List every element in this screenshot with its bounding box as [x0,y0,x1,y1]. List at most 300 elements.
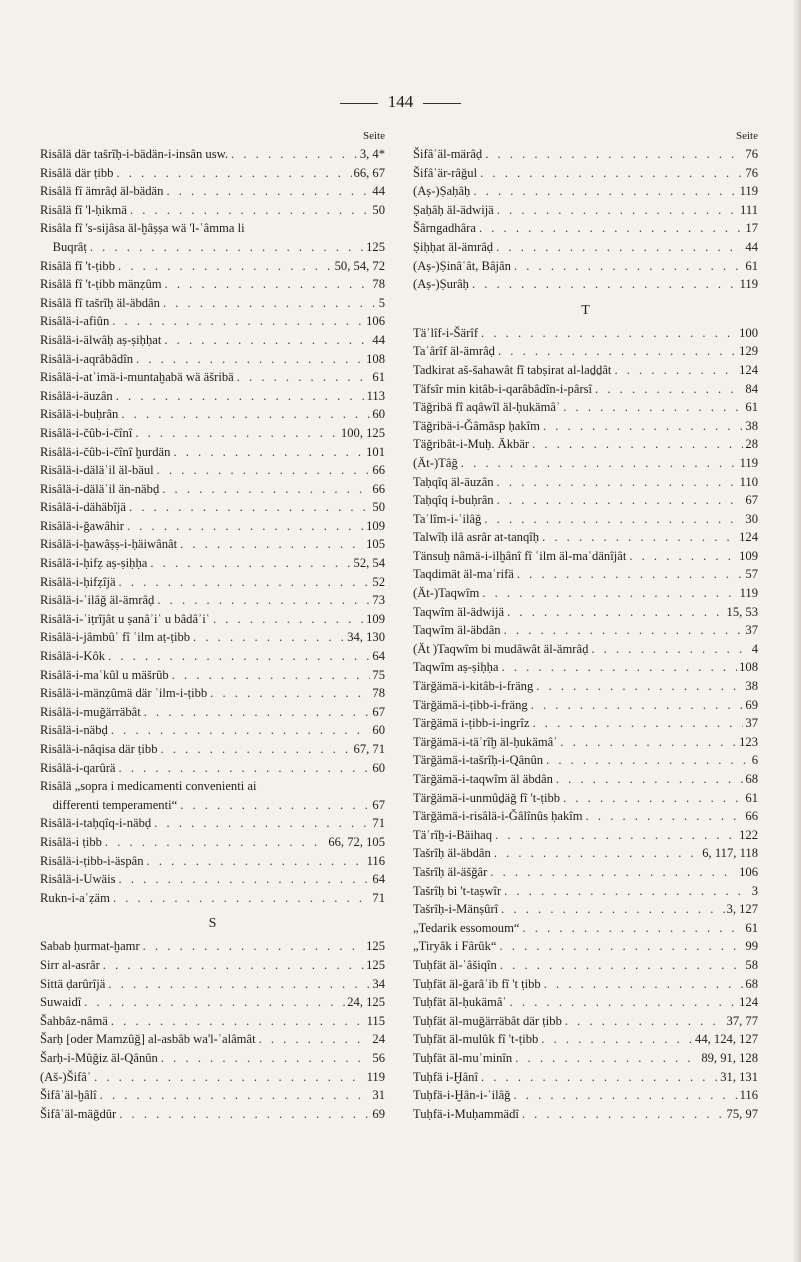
index-entry [413,324,758,343]
index-entry [40,405,385,424]
leader-dots [81,993,345,1012]
index-entry [40,870,385,889]
entry-title: Taqwîm äl-äbdân [413,623,501,638]
index-entry [40,975,385,994]
leader-dots [494,473,738,492]
entry-title: Risâlä-i-dähäbîjä [40,500,127,515]
entry-pages: 3, 4* [359,147,385,161]
leader-dots [169,666,371,685]
entry-pages: 67, 71 [353,742,385,756]
leader-dots [160,294,377,313]
entry-pages: 61 [745,790,758,805]
index-entry [413,826,758,845]
dash-right [423,103,461,104]
index-entry [413,1049,758,1068]
index-entry [40,889,385,908]
entry-title: Tašrîḥ-i-Mänṣûrî [413,902,499,917]
leader-dots [469,275,738,294]
entry-pages: 61 [745,258,758,273]
leader-dots [494,201,738,220]
entry-pages: 60 [372,760,385,775]
leader-dots [154,591,370,610]
leader-dots [553,770,744,789]
entry-title: Risâlä-i-nâqisa där ṭibb [40,742,158,756]
entry-title: Ṣaḥâḥ äl-ädwijä [413,202,494,217]
entry-pages: 64 [372,649,385,664]
entry-pages: 44 [372,332,385,347]
entry-pages: 61 [372,370,385,385]
index-entry [40,387,385,406]
index-entry [40,331,385,350]
leader-dots [151,814,370,833]
index-entry [413,714,758,733]
entry-title: Šarḥ [oder Mamzûǧ] al-asbâb wa'l-ʿalâmât [40,1032,256,1047]
index-entry [413,677,758,696]
entry-pages: 119 [739,455,758,470]
entry-pages: 116 [739,1088,758,1103]
entry-pages: 124 [739,530,758,545]
entry-pages: 125 [366,957,385,972]
entry-title: „Tedarik essomoum“ [413,920,520,935]
left-index-entries [40,145,385,1123]
entry-pages: 28 [745,437,758,452]
leader-dots [539,528,737,547]
right-column-header: Seite [736,130,758,142]
entry-title: Risâlä-i-ʿilâǧ äl-ämrâḍ [40,593,155,608]
leader-dots [538,1030,693,1049]
entry-pages: 37 [745,623,758,638]
entry-title: Risâlä-i-älwâḥ aṣ-ṣiḥḥat [40,332,162,347]
entry-pages: 60 [372,407,385,422]
index-entry [40,238,385,257]
entry-pages: 75 [372,667,385,682]
index-entry [40,257,385,276]
leader-dots [494,491,744,510]
entry-pages: 99 [745,939,758,954]
entry-title: differenti temperamenti“ [40,797,178,812]
index-entry [40,480,385,499]
entry-title: Tärǧämä-i-taqwîm äl äbdân [413,772,553,786]
entry-title: Risâlä-i-ǧawâhir [40,518,124,533]
entry-pages: 31, 131 [720,1069,758,1084]
index-entry [40,424,385,443]
entry-pages: 24 [372,1032,385,1047]
entry-title: Suwaidî [40,995,82,1010]
entry-title: Ṣiḥḥat äl-ämrâḍ [413,239,494,254]
index-entry [413,275,758,294]
leader-dots [228,145,358,164]
leader-dots [116,1105,370,1124]
index-entry [40,610,385,629]
entry-pages: 113 [366,388,385,403]
index-entry [40,1030,385,1049]
index-entry [40,535,385,554]
leader-dots [105,647,370,666]
entry-pages: 50, 54, 72 [334,258,385,273]
leader-dots [501,621,744,640]
entry-pages: 73 [372,593,385,608]
leader-dots [478,324,737,343]
entry-title: Risâlä-i-atʿimä-i-muntaḫabä wä äšribä [40,370,234,385]
index-entry [40,937,385,956]
index-entry [413,789,758,808]
leader-dots [113,164,351,183]
index-entry [413,658,758,677]
index-entry [40,350,385,369]
entry-title: Risâlä-i-taḥqîq-i-näbḍ [40,816,152,831]
leader-dots [116,870,371,889]
entry-title: Risâlä-i-aqrâbâdîn [40,351,134,366]
entry-title: „Tiryâk i Fârûk“ [413,939,497,954]
index-entry [40,1049,385,1068]
leader-dots [144,852,365,871]
entry-title: Tašrîḥ äl-äbdân [413,846,491,861]
entry-title: Risâlä-i-čûb-i-čînî [40,425,133,440]
right-index-entries [413,145,758,1123]
leader-dots [91,1068,365,1087]
entry-pages: 44 [372,184,385,199]
leader-dots [190,628,345,647]
index-entry [413,361,758,380]
index-entry [413,770,758,789]
entry-pages: 58 [745,957,758,972]
index-entry [40,275,385,294]
entry-title: Risâlä där ṭibb [40,165,114,180]
entry-pages: 109 [366,518,385,533]
entry-pages: 101 [366,444,385,459]
entry-title: Šifâʾäl-ḫâlî [40,1088,97,1103]
entry-title: Täǧribä-i-Ǧâmâsp ḥakîm [413,418,540,433]
entry-pages: 76 [745,165,758,180]
index-entry [413,380,758,399]
entry-pages: 111 [740,202,758,217]
index-entry [413,937,758,956]
leader-dots [177,535,364,554]
entry-title: Tašrîḥ bi 't-taṣwîr [413,883,502,898]
index-entry [40,443,385,462]
index-entry [40,1068,385,1087]
leader-dots [127,201,370,220]
entry-pages: 68 [745,772,758,786]
entry-title: Täʾrîḫ-i-Bäihaq [413,827,493,842]
entry-title: Tärǧämä i-ṭibb-i-ingrîz [413,716,530,731]
entry-pages: 6, 117, 118 [702,846,758,861]
right-column [413,127,758,1123]
index-entry [40,164,385,183]
index-entry [413,584,758,603]
entry-pages: 100, 125 [340,425,385,440]
index-entry [413,510,758,529]
leader-dots [583,807,744,826]
leader-dots [510,1086,737,1105]
leader-dots [519,1105,725,1124]
entry-title: Risâla fî 's-sijâsa äl-ḫâṣṣa wä 'l-ʿâmma li [40,221,245,236]
entry-title: Täǧribä fî aqâwîl äl-ḥukämâʾ [413,400,561,415]
entry-title: Tärǧämä-i-ṭibb-i-fräng [413,697,528,712]
entry-pages: 69 [745,697,758,712]
entry-pages: 116 [366,853,385,868]
entry-title: Risâlä-i-däläʾil äl-bäul [40,463,154,478]
entry-pages: 115 [366,1013,385,1028]
entry-title: Šahbâz-nâmä [40,1013,108,1028]
entry-title: Sittä ḍarûrîjä [40,976,106,991]
entry-pages: 124 [739,995,758,1010]
index-entry [40,294,385,313]
index-entry [40,703,385,722]
entry-pages: 3, 127 [726,902,758,917]
index-entry [40,628,385,647]
entry-title: Risâlä fî tašrîḥ äl-äbdân [40,295,160,310]
entry-title: Talwîḥ ilâ asrâr at-tanqîḥ [413,530,540,545]
entry-title: Risâlä-i-ḥifẓ aṣ-ṣiḥḥa [40,556,148,571]
entry-title: (Aṣ-)Ṣinâʿât, Bâjân [413,258,511,273]
entry-pages: 50 [372,500,385,515]
leader-dots [207,684,370,703]
leader-dots [87,238,364,257]
leader-dots [154,461,371,480]
index-entry [413,454,758,473]
entry-title: (Ät-)Taqwîm [413,586,480,601]
entry-pages: 68 [745,976,758,991]
leader-dots [481,510,743,529]
leader-dots [147,554,351,573]
index-entry [40,573,385,592]
entry-title: Risâlä-i-Uwäis [40,872,116,887]
entry-title: Šifâʾär-râǧul [413,165,478,180]
index-entry [40,833,385,852]
index-entry [40,796,385,815]
entry-title: Taḥqîq i-buḥrân [413,493,494,508]
entry-pages: 52 [372,574,385,589]
index-entry [413,417,758,436]
leader-dots [496,937,743,956]
index-entry [40,956,385,975]
index-entry [413,547,758,566]
leader-dots [124,517,364,536]
entry-pages: 34, 130 [347,630,385,645]
leader-dots [108,721,371,740]
entry-pages: 15, 53 [726,604,758,619]
entry-pages: 3 [751,883,758,898]
leader-dots [132,424,339,443]
index-entry [413,1086,758,1105]
leader-dots [482,145,743,164]
index-entry [413,975,758,994]
entry-title: Risâlä-i-buḥrân [40,407,119,422]
index-entry [413,844,758,863]
index-entry [40,814,385,833]
left-column [40,127,385,1123]
entry-title: Täfsîr min kitâb-i-qarâbâdîn-i-pârsî [413,381,593,396]
index-entry [413,696,758,715]
index-entry [413,993,758,1012]
entry-pages: 60 [372,723,385,738]
index-entry [413,182,758,201]
entry-title: Risâlä fî 't-ṭibb [40,258,116,273]
entry-pages: 76 [745,147,758,161]
index-entry [413,900,758,919]
entry-pages: 78 [372,686,385,701]
index-entry [413,640,758,659]
index-entry [413,919,758,938]
entry-title: (Ät-)Tâǧ [413,455,458,470]
index-entry [40,219,385,238]
entry-pages: 61 [745,400,758,415]
entry-pages: 69 [372,1106,385,1121]
index-entry [40,666,385,685]
entry-title: Tadkirat aš-šahawât fî tabṣirat al-laḏḏât [413,362,612,377]
leader-dots [100,956,364,975]
index-entry [413,621,758,640]
leader-dots [110,889,370,908]
leader-dots [495,342,737,361]
entry-pages: 38 [745,418,758,433]
leader-dots [470,182,737,201]
leader-dots [116,573,371,592]
entry-pages: 4 [751,641,758,656]
entry-pages: 106 [739,864,758,879]
entry-pages: 50 [372,202,385,217]
dash-left [340,103,378,104]
index-entry [40,368,385,387]
entry-title: Šifâʾäl-mäǧdûr [40,1106,117,1121]
leader-dots [511,257,743,276]
leader-dots [498,900,724,919]
index-entry [40,684,385,703]
entry-pages: 109 [739,548,758,563]
entry-title: Risâlä fî 'l-ḥikmä [40,202,127,217]
entry-pages: 78 [372,277,385,292]
leader-dots [141,703,371,722]
leader-dots [541,975,744,994]
entry-pages: 34 [372,976,385,991]
index-entry [413,473,758,492]
leader-dots [177,796,370,815]
entry-pages: 123 [739,734,758,749]
index-entry [413,398,758,417]
leader-dots [133,350,364,369]
index-entry [413,342,758,361]
index-entry [413,807,758,826]
entry-pages: 89, 91, 128 [701,1050,758,1065]
entry-title: Risâlä-i-Kôk [40,649,106,664]
leader-dots [557,733,737,752]
entry-title: Tärǧämä-i-unmûḏäǧ fî 't-ṭibb [413,790,561,805]
index-entry [413,219,758,238]
leader-dots [492,826,737,845]
entry-title: Tärǧämä-i-kitâb-i-fräng [413,679,534,694]
leader-dots [560,398,743,417]
index-entry [413,238,758,257]
entry-title: Risâlä-i-ṭibb-i-äspân [40,853,144,868]
entry-pages: 52, 54 [353,556,385,571]
entry-pages: 30 [745,511,758,526]
index-entry [413,1030,758,1049]
entry-title: Risâlä-i-näbḍ [40,723,108,738]
entry-pages: 119 [739,277,758,292]
entry-title: Tärǧämä-i-täʾrîḫ äl-ḥukämâʾ [413,734,558,749]
entry-title: Risâlä-i-jâmbûʿ fî ʿilm aṭ-ṭibb [40,630,191,645]
entry-pages: 67 [372,797,385,812]
entry-title: Tuḥfät äl-muʾminîn [413,1050,513,1065]
index-entry [40,591,385,610]
leader-dots [115,257,333,276]
leader-dots [491,844,700,863]
entry-pages: 66, 67 [353,165,385,180]
entry-title: Risâlä-i ṭibb [40,834,102,849]
index-entry [40,777,385,796]
leader-dots [458,454,738,473]
left-column-header: Seite [363,130,385,142]
index-entry [40,461,385,480]
leader-dots [113,387,365,406]
entry-title: Risâlä-i-čûb-i-čînî ḫurdän [40,444,171,459]
entry-title: Risâlä fî ämrâḍ äl-bädän [40,184,164,199]
entry-pages: 44 [745,239,758,254]
index-entry [40,852,385,871]
leader-dots [588,640,749,659]
index-entry [40,759,385,778]
index-entry [40,554,385,573]
leader-dots [162,275,371,294]
index-entry [40,647,385,666]
leader-dots [533,677,743,696]
entry-title: Tänsuḫ nâmä-i-ilḫânî fî ʿilm äl-maʿdänîjât [413,548,627,563]
leader-dots [158,740,352,759]
entry-title: Risâlä-i-äuzân [40,388,113,403]
leader-dots [161,331,370,350]
page-edge-shadow [793,0,801,1262]
section-letter: S [208,916,217,932]
entry-title: (Aš-)Šifâʾ [40,1069,92,1084]
entry-pages: 125 [366,939,385,954]
entry-pages: 17 [745,221,758,236]
entry-title: Šârngadhâra [413,221,476,236]
entry-pages: 125 [366,239,385,254]
index-entry [413,491,758,510]
entry-title: Rukn-i-aʿẓäm [40,890,110,905]
entry-pages: 106 [366,314,385,329]
entry-title: Tärǧämä-i-risâlä-i-Ǧâlînûs ḥakîm [413,809,583,824]
entry-pages: 5 [378,295,385,310]
entry-title: Risâlä-i-maʿkûl u mäšrûb [40,667,169,682]
index-entry [40,1105,385,1124]
page-number [0,92,801,112]
entry-pages: 108 [739,660,758,675]
entry-title: Taḥqîq äl-äuzân [413,474,494,489]
leader-dots [109,312,364,331]
index-entry [40,993,385,1012]
leader-dots [529,714,743,733]
index-entry [40,312,385,331]
leader-dots [487,863,737,882]
leader-dots [102,833,326,852]
leader-dots [611,361,737,380]
entry-title: Buqrâṭ [40,239,87,254]
leader-dots [501,882,750,901]
entry-pages: 24, 125 [347,995,385,1010]
leader-dots [560,789,743,808]
entry-title: Tuḥfät äl-ḥukämâʾ [413,995,507,1010]
entry-pages: 64 [372,872,385,887]
index-entry [413,1012,758,1031]
entry-pages: 66 [372,463,385,478]
index-entry [413,1105,758,1124]
entry-pages: 124 [739,362,758,377]
leader-dots [126,498,370,517]
entry-pages: 84 [745,381,758,396]
leader-dots [118,405,370,424]
